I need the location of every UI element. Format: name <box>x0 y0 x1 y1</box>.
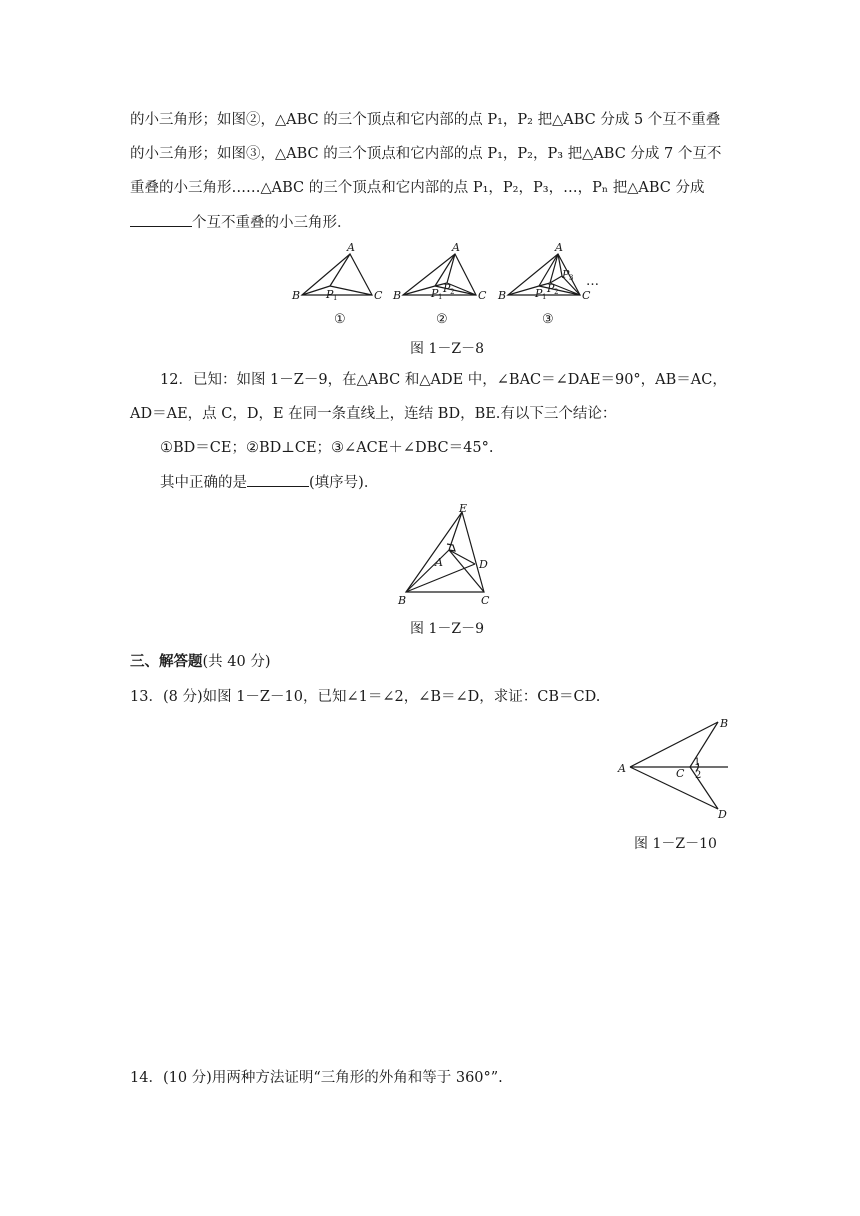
fig8-2-label-p1: P <box>431 287 439 300</box>
q13-text: 13．(8 分)如图 1－Z－10，已知∠1＝∠2，∠B＝∠D，求证：CB＝CD. <box>130 689 601 705</box>
fig8-label-3: ③ <box>542 312 554 327</box>
svg-text:2: 2 <box>450 288 455 296</box>
q12-line-4-suffix: (填序号)． <box>309 475 379 491</box>
fig10-angle-2: 2 <box>695 770 702 781</box>
q11-line-2: 的小三角形；如图③，△ABC 的三个顶点和它内部的点 P₁，P₂，P₃ 把△ABC 分成 7 个互不 <box>130 146 722 162</box>
fig8-1-label-b: B <box>292 289 301 302</box>
fig9-label-e: E <box>459 502 468 515</box>
fig8-2-label-c: C <box>478 289 487 302</box>
fig10-label-a: A <box>618 762 626 775</box>
fig8-1-label-a: A <box>347 241 355 254</box>
fig10-label-d: D <box>718 808 727 821</box>
q11-line-3: 重叠的小三角形……△ABC 的三个顶点和它内部的点 P₁，P₂，P₃，…，Pₙ 把△ABC 分成 <box>130 180 705 196</box>
fig9-label-a: A <box>435 556 443 569</box>
fig9-line-ad <box>449 550 475 564</box>
q12-line-4-prefix: 其中正确的是 <box>160 475 247 491</box>
fig9-label-d: D <box>479 558 488 571</box>
fig8-3-label-c: C <box>582 289 591 302</box>
fig8-2-label-a: A <box>452 241 460 254</box>
q11-line-1: 的小三角形；如图②，△ABC 的三个顶点和它内部的点 P₁，P₂ 把△ABC 分成 5 个互不重叠 <box>130 112 721 128</box>
fig10-label-c: C <box>676 767 685 780</box>
fig10-label-b: B <box>720 717 729 730</box>
fig8-1-label-p1: P <box>326 288 334 301</box>
fig8-2-triangle <box>403 254 476 295</box>
fig8-2-label-b: B <box>393 289 402 302</box>
fig9-label-c: C <box>481 594 490 607</box>
fig8-ellipsis: … <box>586 274 599 289</box>
figure-1-z-9-caption: 图 1－Z－9 <box>410 621 484 637</box>
fig8-3-label-p2: P <box>547 282 555 295</box>
figure-1-z-9 <box>395 500 505 610</box>
q12-answer-blank[interactable] <box>247 472 309 487</box>
fig8-label-2: ② <box>436 312 448 327</box>
q11-line-4-text: 个互不重叠的小三角形． <box>192 215 352 231</box>
fig8-2-label-p2: P <box>443 282 451 295</box>
figure-1-z-8-caption: 图 1－Z－8 <box>410 341 484 357</box>
section-3-score: (共 40 分) <box>202 654 271 670</box>
q11-answer-blank[interactable] <box>130 212 192 227</box>
q12-line-2: AD＝AE，点 C，D，E 在同一条直线上，连结 BD，BE.有以下三个结论： <box>130 406 617 422</box>
q11-line-4 <box>130 212 352 233</box>
fig8-label-1: ① <box>334 312 346 327</box>
fig10-angle-1: 1 <box>694 757 701 768</box>
fig8-1-sub1: 1 <box>333 294 338 302</box>
q12-line-3: ①BD＝CE；②BD⊥CE；③∠ACE＋∠DBC＝45°. <box>160 440 494 456</box>
fig8-1-label-c: C <box>374 289 383 302</box>
fig8-1-line-ap <box>330 254 350 286</box>
fig8-3-label-p1: P <box>535 287 543 300</box>
section-3-heading <box>130 652 270 672</box>
section-3-title: 三、解答题 <box>130 653 203 670</box>
q12-line-4 <box>160 472 378 493</box>
q12-line-1: 12．已知：如图 1－Z－9，在△ABC 和△ADE 中，∠BAC＝∠DAE＝90°，AB＝AC， <box>160 372 727 388</box>
fig9-label-b: B <box>398 594 407 607</box>
fig8-3-label-b: B <box>498 289 507 302</box>
q14-text: 14．(10 分)用两种方法证明“三角形的外角和等于 360°”. <box>130 1070 503 1086</box>
fig8-3-label-p3: P <box>562 268 570 281</box>
fig10-line-ab <box>630 722 718 767</box>
fig8-3-label-a: A <box>555 241 563 254</box>
svg-text:2: 2 <box>554 288 559 296</box>
fig10-line-ad <box>630 767 718 809</box>
figure-1-z-10 <box>610 712 735 822</box>
svg-text:1: 1 <box>542 293 547 301</box>
svg-text:1: 1 <box>438 293 443 301</box>
figure-1-z-10-caption: 图 1－Z－10 <box>634 836 717 852</box>
figure-1-z-8 <box>290 240 610 335</box>
svg-text:3: 3 <box>569 274 574 282</box>
